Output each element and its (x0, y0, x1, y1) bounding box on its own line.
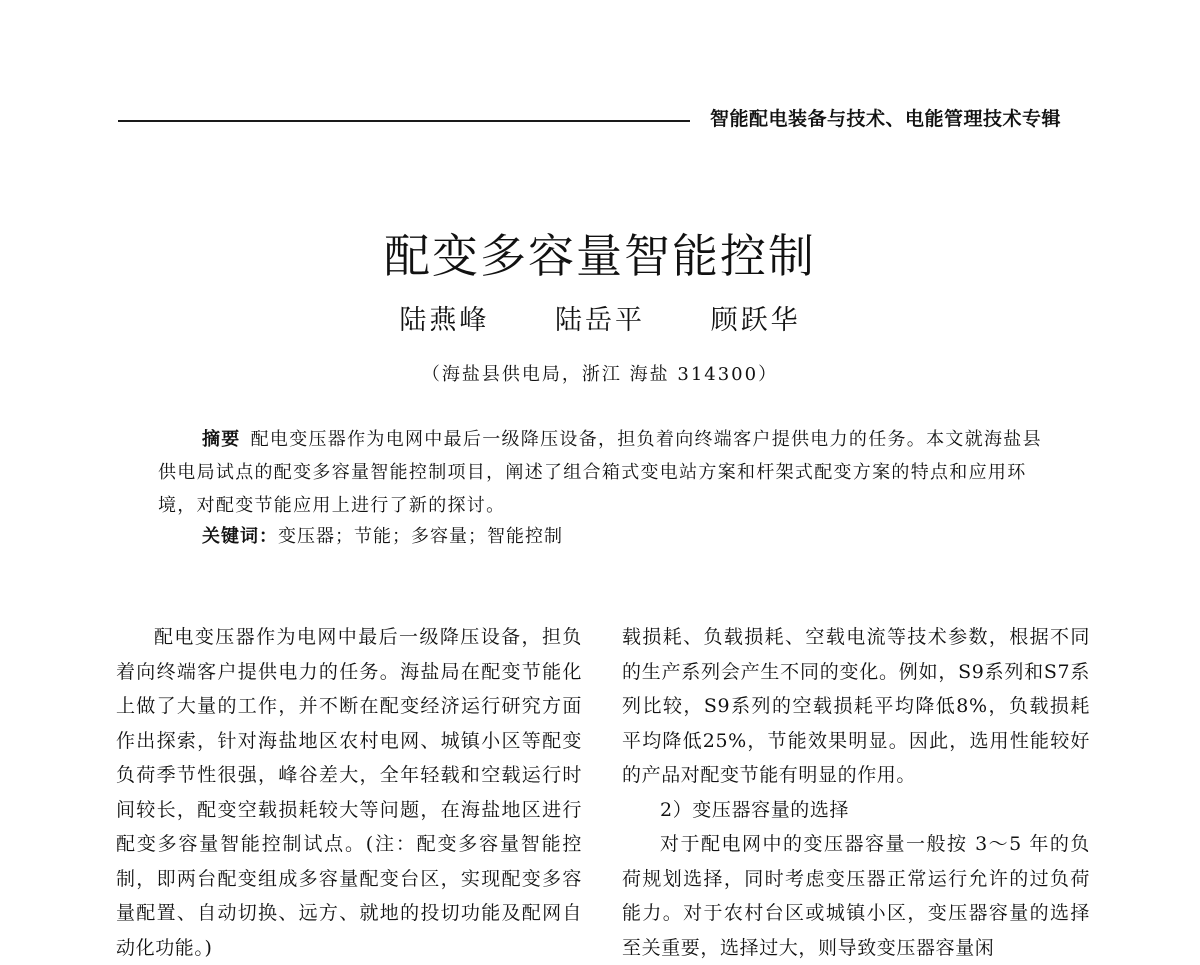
series-title: 智能配电装备与技术、电能管理技术专辑 (710, 108, 1062, 130)
paper-title: 配变多容量智能控制 (384, 229, 816, 283)
affiliation: （海盐县供电局，浙江 海盐 314300） (421, 364, 779, 385)
body-column-right (622, 620, 1090, 965)
body-column-left (116, 620, 582, 965)
author-name: 顾跃华 (710, 305, 801, 336)
body-paragraph: 对于配电网中的变压器容量一般按 3～5 年的负荷规划选择，同时考虑变压器正常运行允许的过负荷能力。对于农村台区或城镇小区，变压器容量的选择至关重要，选择过大，则导致变压器容量闲 (622, 833, 1090, 959)
header-rule (118, 120, 690, 122)
keywords (202, 522, 1062, 548)
author-name: 陆燕峰 (399, 305, 490, 336)
body-paragraph: 配电变压器作为电网中最后一级降压设备，担负着向终端客户提供电力的任务。海盐局在配变节能化上做了大量的工作，并不断在配变经济运行研究方面作出探索，针对海盐地区农村电网、城镇小区等配变负荷季节性很强，峰谷差大，全年轻载和空载运行时间较长，配变空载损耗较大等问题，在海盐地区进行配变多容量智能控制试点。(注：配变多容量智能控制，即两台配变组成多容量配变台区，实现配变多容量配置、自动切换、远方、就地的投切功能及配网自动化功能。) (116, 626, 582, 959)
section-heading: 2）变压器容量的选择 (660, 798, 850, 821)
abstract-text: 配电变压器作为电网中最后一级降压设备，担负着向终端客户提供电力的任务。本文就海盐县供电局试点的配变多容量智能控制项目，阐述了组合箱式变电站方案和杆架式配变方案的特点和应用环境，对配变节能应用上进行了新的探讨。 (158, 429, 1042, 516)
author-list (0, 298, 1200, 337)
author-name: 陆岳平 (555, 305, 645, 336)
keywords-text: 变压器；节能；多容量；智能控制 (278, 526, 563, 547)
abstract (158, 423, 1058, 522)
body-paragraph: 载损耗、负载损耗、空载电流等技术参数，根据不同的生产系列会产生不同的变化。例如，S9系列和S7系列比较，S9系列的空载损耗平均降低8%，负载损耗平均降低25%，节能效果明显。因此，选用性能较好的产品对配变节能有明显的作用。 (622, 626, 1090, 786)
keywords-label: 关键词： (202, 526, 278, 547)
abstract-label: 摘要 (202, 429, 241, 450)
